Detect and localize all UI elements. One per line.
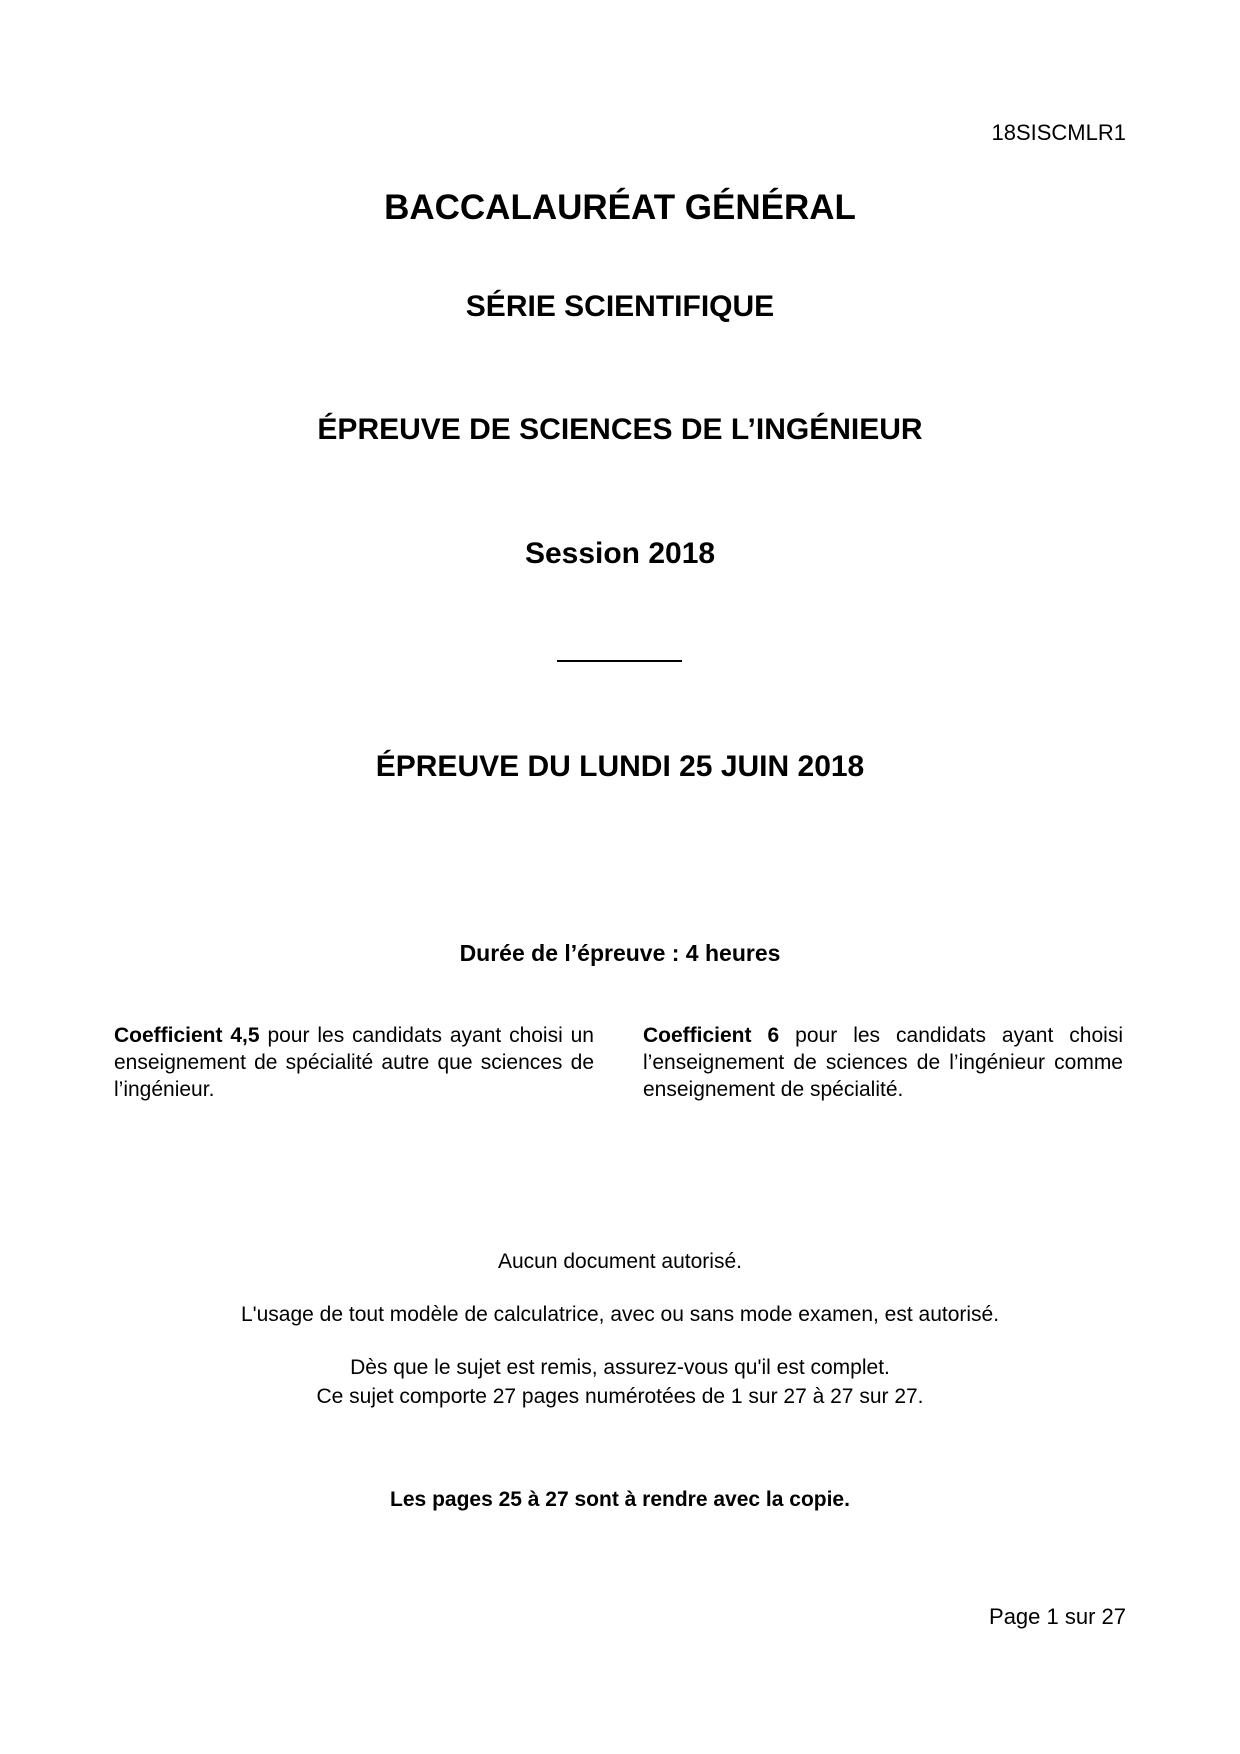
session-title: Session 2018 xyxy=(524,537,716,570)
check-complete-notice: Dès que le sujet est remis, assurez-vous qu'il est complet. xyxy=(350,1356,890,1379)
coefficient-left xyxy=(114,1022,594,1103)
no-document-notice: Aucun document autorisé. xyxy=(498,1250,742,1273)
reference-code: 18SISCMLR1 xyxy=(991,120,1126,145)
page-count-notice: Ce sujet comporte 27 pages numérotées de 1 sur 27 à 27 sur 27. xyxy=(316,1385,924,1408)
main-title: BACCALAURÉAT GÉNÉRAL xyxy=(384,188,856,227)
calculator-notice: L'usage de tout modèle de calculatrice, avec ou sans mode examen, est autorisé. xyxy=(240,1303,1000,1326)
coefficient-left-bold: Coefficient 4,5 xyxy=(114,1024,260,1047)
serie-title: SÉRIE SCIENTIFIQUE xyxy=(465,290,775,323)
coefficient-right-bold: Coefficient 6 xyxy=(643,1024,780,1047)
return-pages-notice: Les pages 25 à 27 sont à rendre avec la copie. xyxy=(390,1488,850,1511)
exam-duration: Durée de l’épreuve : 4 heures xyxy=(459,940,781,966)
coefficient-left-text: pour les candidats ayant choisi un enseignement de spécialité autre que sciences de l’ingénieur. xyxy=(114,1024,594,1101)
exam-date: ÉPREUVE DU LUNDI 25 JUIN 2018 xyxy=(375,750,865,783)
coefficient-right-text: pour les candidats ayant choisi l’enseignement de sciences de l’ingénieur comme enseignement de spécialité. xyxy=(643,1024,1123,1101)
coefficient-right xyxy=(643,1022,1123,1103)
separator-line xyxy=(557,660,682,662)
page-number: Page 1 sur 27 xyxy=(989,1604,1126,1629)
epreuve-title: ÉPREUVE DE SCIENCES DE L’INGÉNIEUR xyxy=(317,413,923,446)
